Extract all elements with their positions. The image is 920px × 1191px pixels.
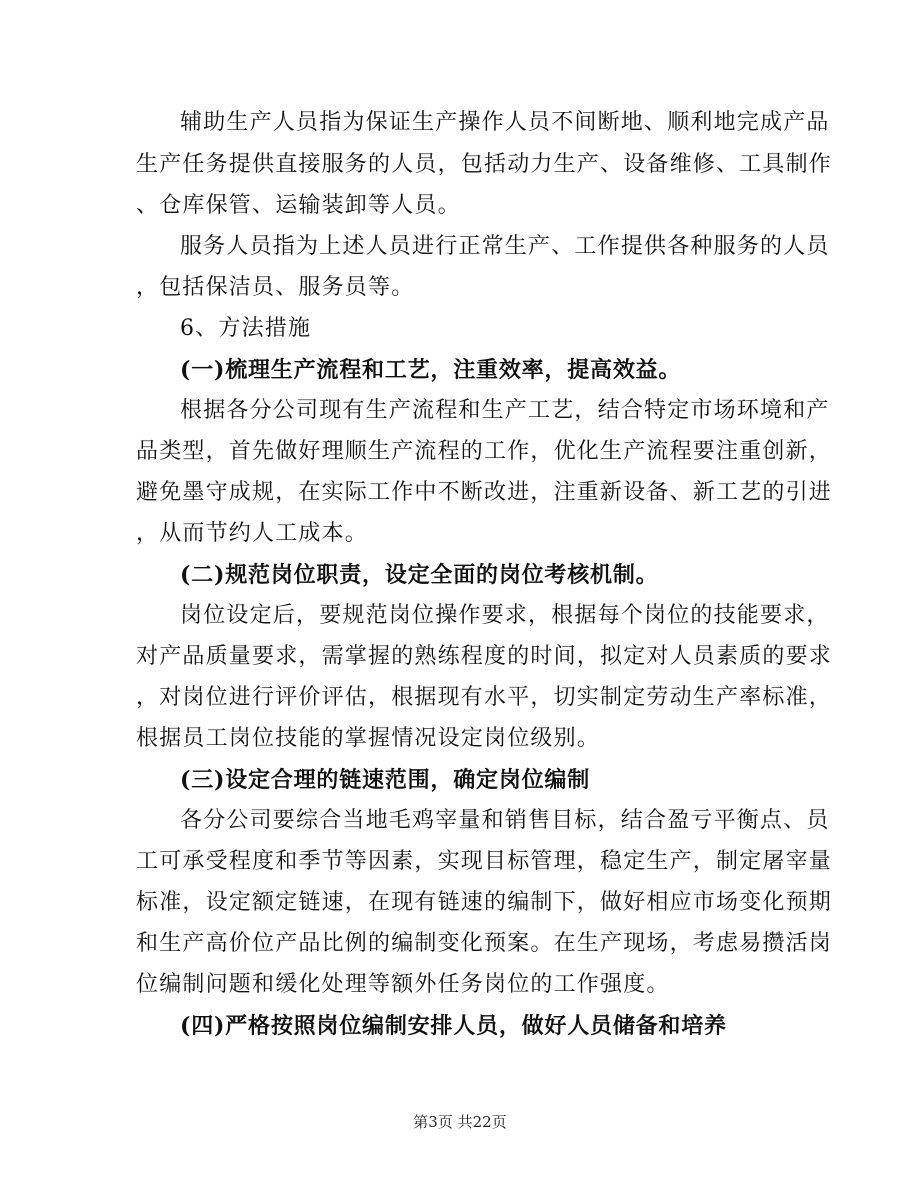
paragraph-line: 服务人员指为上述人员进行正常生产、工作提供各种服务的人员 (180, 234, 830, 259)
paragraph-line: 根据各分公司现有生产流程和生产工艺，结合特定市场环境和产 (180, 398, 830, 423)
paragraph-line: 和生产高价位产品比例的编制变化预案。在生产现场，考虑易攒活岗 (136, 931, 833, 956)
paragraph-line: ，对岗位进行评价评估，根据现有水平，切实制定劳动生产率标准， (136, 685, 833, 710)
paragraph-line: 、仓库保管、运输装卸等人员。 (136, 193, 461, 218)
subsection-heading: (一)梳理生产流程和工艺，注重效率，提高效益。 (180, 357, 682, 383)
paragraph-line: 辅助生产人员指为保证生产操作人员不间断地、顺利地完成产品 (180, 110, 830, 135)
section-title: 6、方法措施 (180, 316, 312, 341)
paragraph-line: 生产任务提供直接服务的人员，包括动力生产、设备维修、工具制作 (136, 152, 833, 177)
paragraph-line: ，包括保洁员、服务员等。 (136, 275, 415, 300)
paragraph-line: 避免墨守成规，在实际工作中不断改进，注重新设备、新工艺的引进 (136, 480, 833, 505)
paragraph-line: 各分公司要综合当地毛鸡宰量和销售目标，结合盈亏平衡点、员 (180, 808, 830, 833)
subsection-heading: (四)严格按照岗位编制安排人员，做好人员储备和培养 (180, 1013, 727, 1039)
subsection-heading: (三)设定合理的链速范围，确定岗位编制 (180, 767, 591, 793)
paragraph-line: 品类型，首先做好理顺生产流程的工作，优化生产流程要注重创新， (136, 439, 833, 464)
paragraph-line: 根据员工岗位技能的掌握情况设定岗位级别。 (136, 726, 601, 751)
paragraph-line: 工可承受程度和季节等因素，实现目标管理，稳定生产，制定屠宰量 (136, 849, 833, 874)
subsection-heading: (二)规范岗位职责，设定全面的岗位考核机制。 (180, 562, 659, 588)
page-number: 第3页 共22页 (413, 1113, 507, 1131)
paragraph-line: 对产品质量要求，需掌握的熟练程度的时间，拟定对人员素质的要求 (136, 644, 833, 669)
paragraph-line: 标准，设定额定链速，在现有链速的编制下，做好相应市场变化预期 (136, 890, 833, 915)
paragraph-line: ，从而节约人工成本。 (136, 521, 369, 546)
paragraph-line: 岗位设定后，要规范岗位操作要求，根据每个岗位的技能要求， (180, 603, 830, 628)
paragraph-line: 位编制问题和缓化处理等额外任务岗位的工作强度。 (136, 972, 670, 997)
